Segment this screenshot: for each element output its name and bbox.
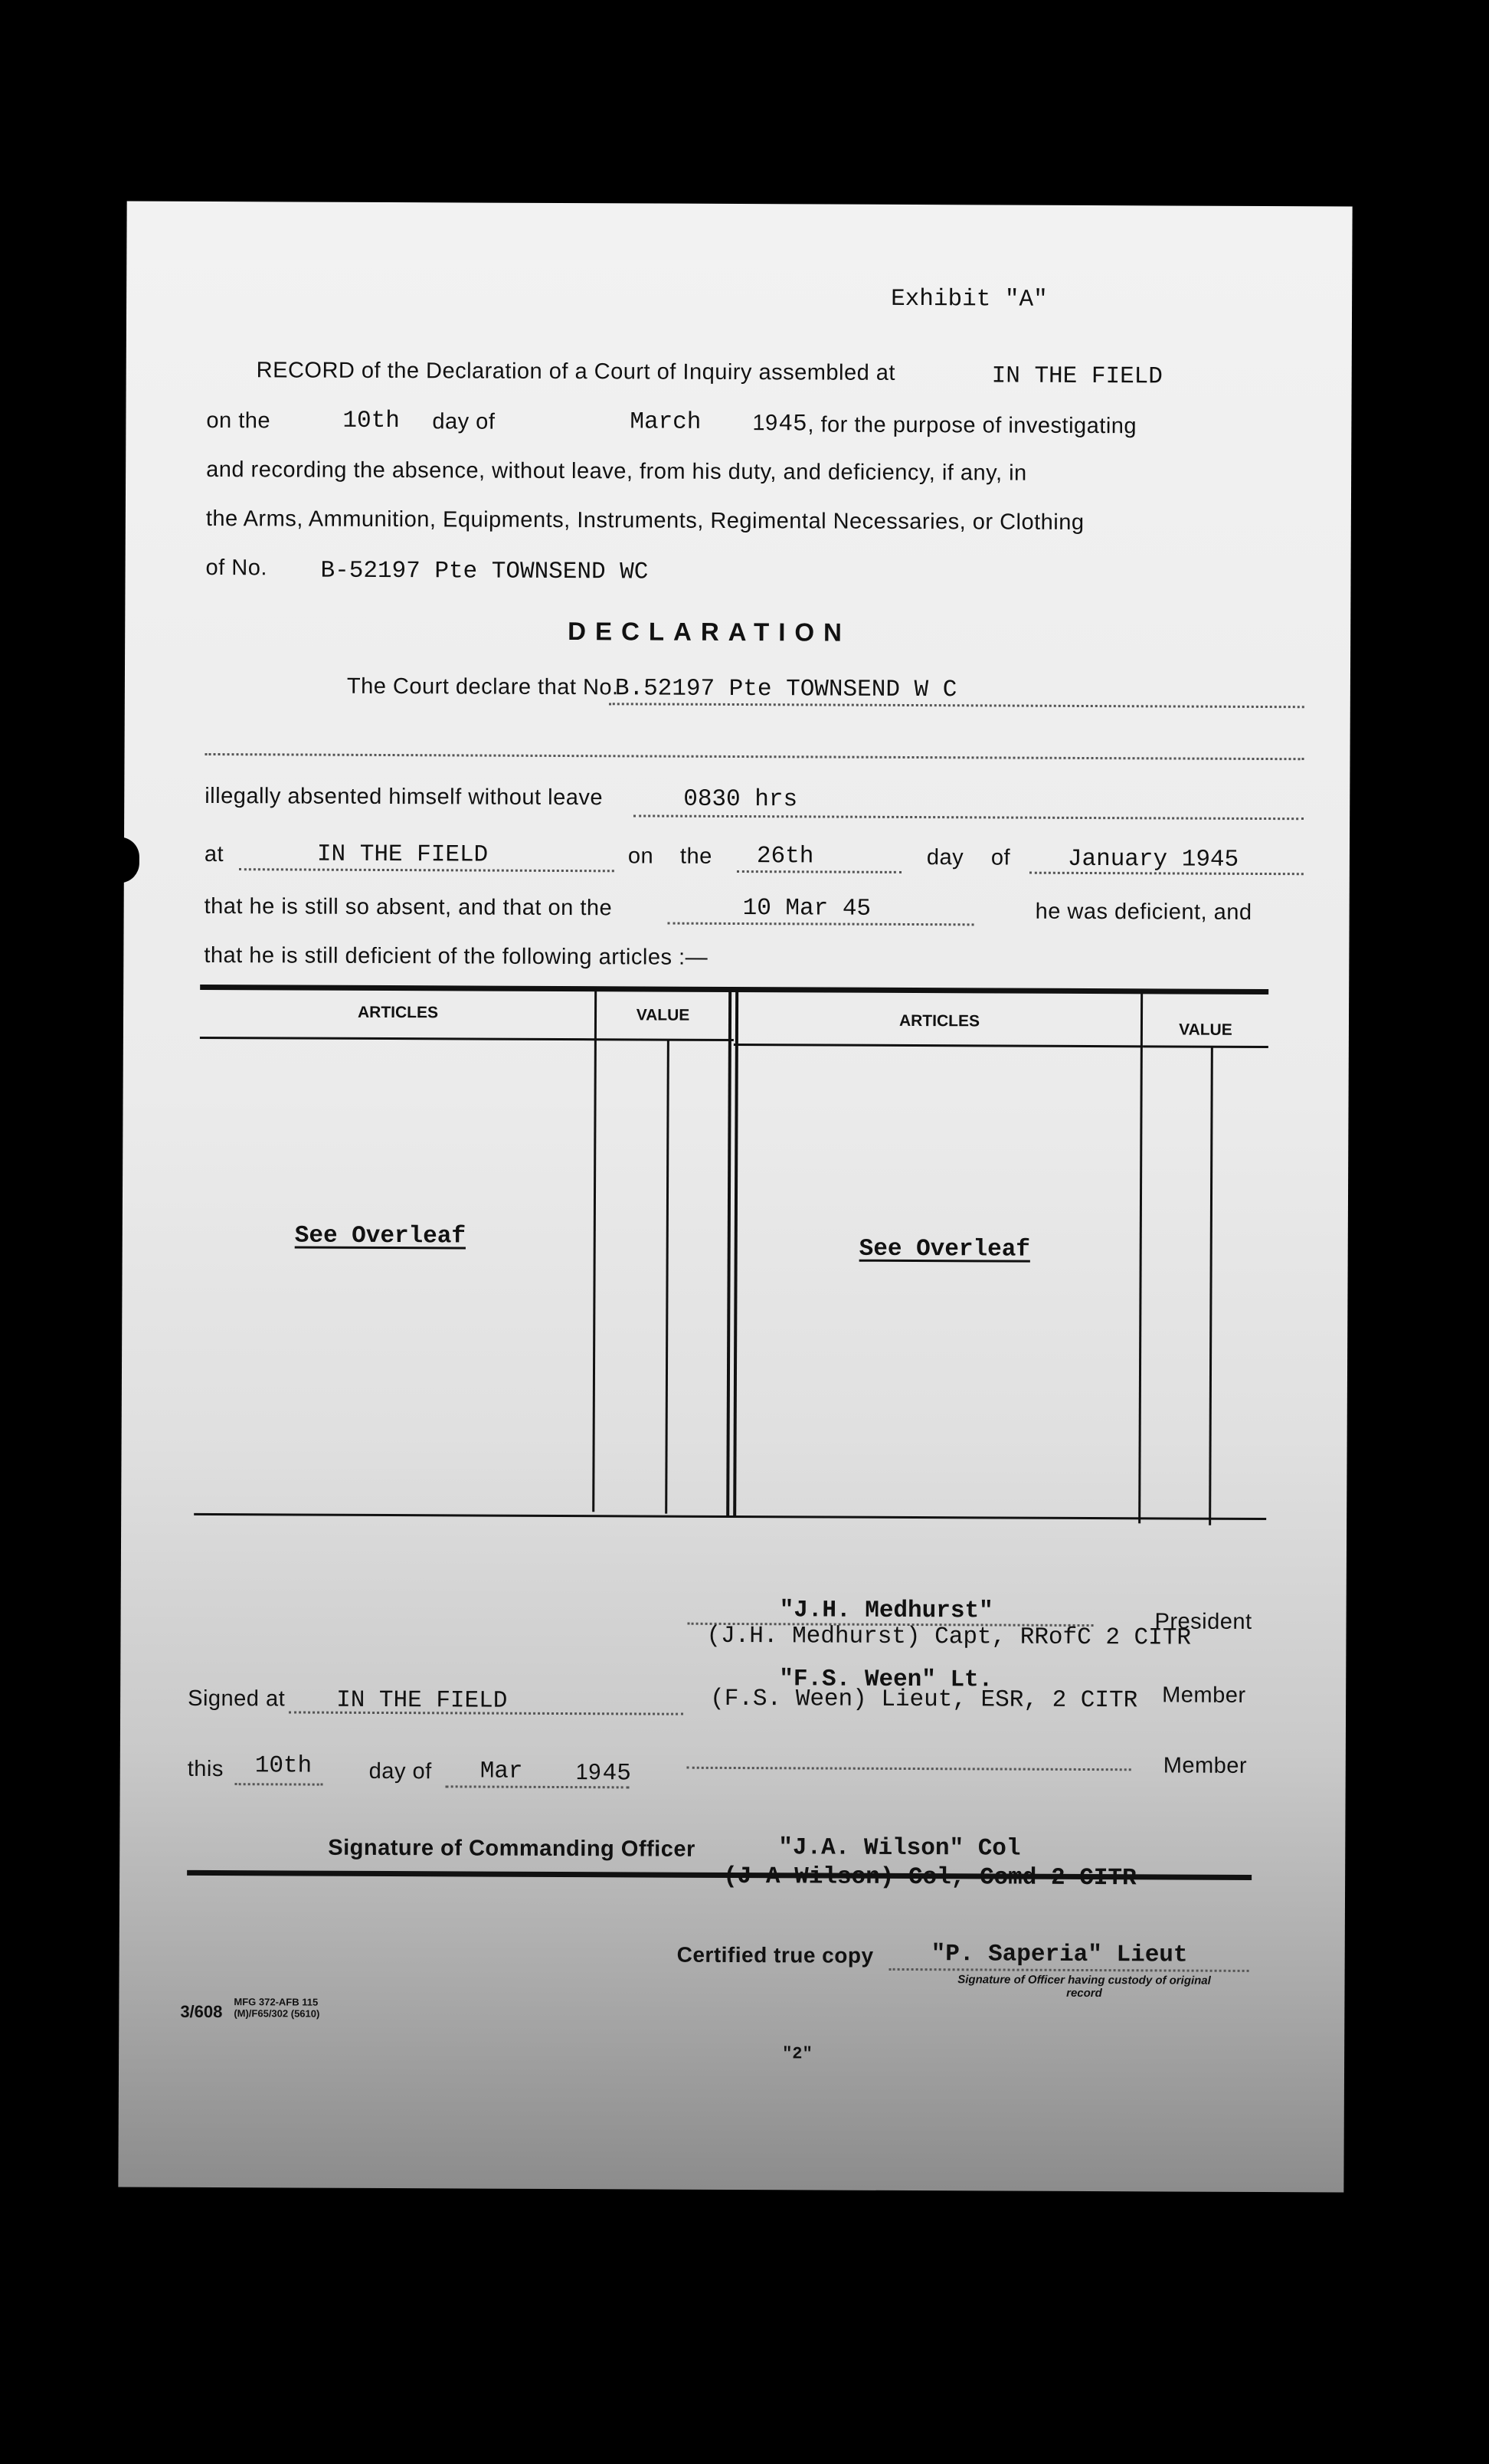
absent-month-year: January 1945: [1067, 845, 1239, 873]
declaration-soldier: B.52197 Pte TOWNSEND W C: [614, 675, 957, 704]
record-intro: RECORD of the Declaration of a Court of Inquiry assembled at: [256, 358, 896, 385]
header-articles-right: ARTICLES: [898, 1011, 980, 1030]
header-articles-left: ARTICLES: [357, 1003, 439, 1022]
certified-note: Signature of Officer having custody of original record: [957, 1973, 1211, 2000]
fill-line: [668, 922, 974, 926]
column-rule: [665, 1040, 669, 1514]
column-rule: [592, 991, 597, 1512]
column-rule: [733, 991, 738, 1517]
header-value-left: VALUE: [636, 1006, 690, 1024]
signed-year-prefix: 19: [575, 1760, 602, 1785]
the-label: the: [679, 844, 712, 869]
column-rule: [726, 991, 731, 1517]
column-rule: [1209, 1047, 1213, 1525]
signed-year-suffix: 45: [602, 1760, 632, 1787]
deficient-date: 10 Mar 45: [742, 895, 872, 922]
record-day-of: day of: [432, 409, 496, 434]
exhibit-label: Exhibit "A": [891, 285, 1048, 313]
see-overleaf-left: See Overleaf: [294, 1222, 466, 1250]
document-page: [118, 202, 1352, 2193]
record-line2-tail: , for the purpose of investigating: [807, 412, 1137, 439]
table-top-rule: [200, 985, 1268, 994]
member2-label: Member: [1163, 1753, 1248, 1778]
record-line3: and recording the absence, without leave, from his duty, and deficiency, if any, in: [206, 457, 1027, 486]
absent-day: 26th: [756, 843, 814, 870]
member1-label: Member: [1162, 1683, 1246, 1708]
commanding-officer-label: Signature of Commanding Officer: [328, 1835, 695, 1862]
header-value-right: VALUE: [1179, 1021, 1232, 1039]
court-declare-label: The Court declare that No.: [346, 673, 619, 700]
fill-line: [889, 1968, 1249, 1972]
fill-line: [205, 753, 1304, 760]
printer-code: MFG 372-AFB 115 (M)/F65/302 (5610): [234, 1996, 320, 2020]
fill-line: [446, 1785, 630, 1788]
record-line4: the Arms, Ammunition, Equipments, Instruments, Regimental Necessaries, or Clothing: [205, 506, 1085, 535]
fill-line: [609, 703, 1304, 708]
on-label: on: [627, 844, 654, 869]
at-label: at: [204, 841, 224, 867]
signed-day-of-label: day of: [368, 1758, 432, 1784]
absent-time: 0830 hrs: [683, 785, 798, 814]
president-label: President: [1154, 1609, 1252, 1634]
signed-place: IN THE FIELD: [336, 1686, 508, 1715]
header-rule: [200, 1037, 596, 1040]
record-year-suffix: 45: [778, 411, 807, 438]
record-of-no: of No.: [205, 555, 268, 581]
record-day: 10th: [342, 407, 400, 435]
fill-line: [687, 1767, 1131, 1771]
column-rule: [1138, 993, 1143, 1523]
day-label: day: [926, 845, 964, 870]
header-rule: [596, 1038, 734, 1041]
was-deficient-label: he was deficient, and: [1035, 899, 1252, 925]
page-mark: "2": [782, 2044, 813, 2064]
fill-line: [239, 868, 614, 872]
punch-notch: [119, 837, 139, 883]
member1-name: (F.S. Ween) Lieut, ESR, 2 CITR: [710, 1685, 1138, 1715]
declaration-heading: DECLARATION: [568, 617, 852, 647]
fill-line: [235, 1783, 323, 1786]
of-label: of: [990, 845, 1011, 870]
this-label: this: [187, 1756, 224, 1782]
fill-line: [633, 814, 1304, 820]
illegally-absent-label: illegally absented himself without leave: [205, 783, 604, 811]
record-place: IN THE FIELD: [991, 362, 1163, 391]
signed-at-label: Signed at: [188, 1686, 286, 1712]
record-month: March: [630, 408, 702, 436]
form-number: 3/608: [180, 2001, 223, 2022]
commanding-officer-signature: "J.A. Wilson" Col: [778, 1834, 1021, 1863]
certified-label: Certified true copy: [676, 1942, 874, 1968]
president-signature: "J.H. Medhurst": [779, 1597, 993, 1625]
table-bottom-rule: [194, 1513, 1266, 1520]
still-absent-label: that he is still so absent, and that on the: [204, 893, 613, 921]
president-name: (J.H. Medhurst) Capt, RRofC 2 CITR: [706, 1622, 1192, 1652]
absent-place: IN THE FIELD: [316, 840, 489, 869]
certified-signature: "P. Saperia" Lieut: [931, 1941, 1188, 1969]
record-year-prefix: 19: [752, 411, 778, 436]
record-on-the: on the: [206, 408, 271, 434]
still-deficient-label: that he is still deficient of the following articles :—: [204, 942, 709, 970]
fill-line: [737, 870, 902, 873]
member1-signature: "F.S. Ween" Lt.: [779, 1666, 993, 1694]
header-rule: [1144, 1045, 1268, 1048]
see-overleaf-right: See Overleaf: [859, 1235, 1031, 1263]
signed-day: 10th: [254, 1752, 313, 1780]
signed-month: Mar: [479, 1758, 523, 1785]
header-rule: [734, 1044, 1144, 1047]
record-soldier: B-52197 Pte TOWNSEND WC: [320, 557, 649, 586]
